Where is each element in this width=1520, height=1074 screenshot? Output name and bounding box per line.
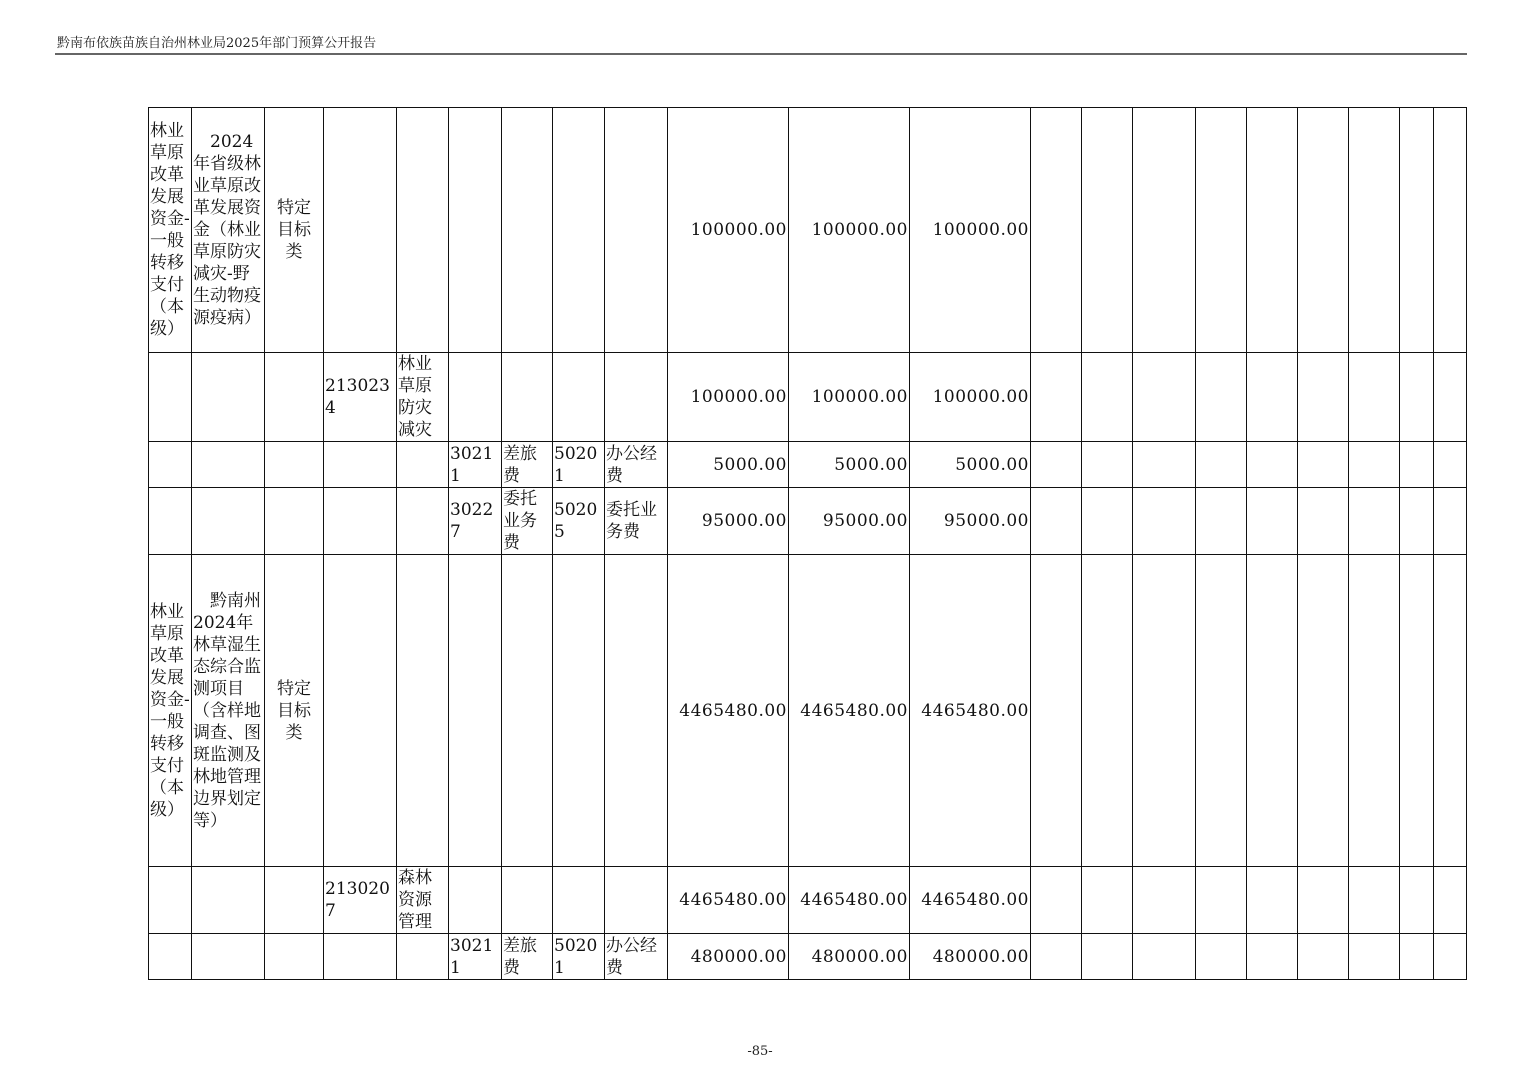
project-type-cell — [265, 353, 324, 442]
project-category-cell — [149, 353, 192, 442]
gov-econ-code-cell: 50201 — [553, 934, 605, 980]
func-code-cell — [324, 108, 397, 353]
empty-cell — [1082, 488, 1133, 555]
project-type-cell — [265, 934, 324, 980]
empty-cell — [1298, 934, 1349, 980]
project-category-cell — [149, 442, 192, 488]
empty-cell — [1082, 108, 1133, 353]
empty-cell — [1247, 442, 1298, 488]
empty-cell — [1196, 488, 1247, 555]
amount-cell: 4465480.00 — [668, 867, 789, 934]
econ-name-cell: 差旅费 — [502, 442, 553, 488]
empty-cell — [1434, 555, 1467, 867]
empty-cell — [1349, 867, 1400, 934]
empty-cell — [1349, 934, 1400, 980]
empty-cell — [1434, 108, 1467, 353]
project-name-cell — [192, 934, 265, 980]
amount-cell: 4465480.00 — [668, 555, 789, 867]
empty-cell — [1133, 353, 1196, 442]
amount-cell: 100000.00 — [910, 353, 1031, 442]
empty-cell — [1434, 867, 1467, 934]
gov-econ-code-cell — [553, 108, 605, 353]
func-name-cell — [397, 442, 449, 488]
amount-cell: 4465480.00 — [910, 555, 1031, 867]
empty-cell — [1082, 353, 1133, 442]
amount-cell: 100000.00 — [789, 353, 910, 442]
econ-code-cell — [449, 108, 502, 353]
amount-cell: 4465480.00 — [910, 867, 1031, 934]
amount-cell: 5000.00 — [910, 442, 1031, 488]
table-row — [149, 488, 1467, 555]
econ-name-cell: 差旅费 — [502, 934, 553, 980]
econ-code-cell — [449, 555, 502, 867]
gov-econ-code-cell: 50201 — [553, 442, 605, 488]
amount-cell: 95000.00 — [789, 488, 910, 555]
func-name-cell — [397, 488, 449, 555]
empty-cell — [1247, 867, 1298, 934]
func-name-cell: 森林资源管理 — [397, 867, 449, 934]
empty-cell — [1247, 555, 1298, 867]
econ-code-cell — [449, 353, 502, 442]
econ-name-cell: 委托业务费 — [502, 488, 553, 555]
project-type-cell — [265, 488, 324, 555]
empty-cell — [1247, 353, 1298, 442]
empty-cell — [1031, 934, 1082, 980]
table-row — [149, 353, 1467, 442]
gov-econ-code-cell — [553, 867, 605, 934]
econ-code-cell: 30227 — [449, 488, 502, 555]
project-category-cell: 林业草原改革发展资金-一般转移支付（本级） — [149, 555, 192, 867]
empty-cell — [1082, 934, 1133, 980]
empty-cell — [1082, 442, 1133, 488]
empty-cell — [1400, 488, 1434, 555]
project-name-cell: 黔南州2024年林草湿生态综合监测项目（含样地调查、图斑监测及林地管理边界划定等） — [192, 555, 265, 867]
gov-econ-name-cell: 委托业务费 — [605, 488, 668, 555]
amount-cell: 480000.00 — [668, 934, 789, 980]
gov-econ-code-cell: 50205 — [553, 488, 605, 555]
empty-cell — [1031, 555, 1082, 867]
empty-cell — [1082, 555, 1133, 867]
empty-cell — [1400, 108, 1434, 353]
table-row — [149, 867, 1467, 934]
gov-econ-name-cell — [605, 353, 668, 442]
project-category-cell — [149, 867, 192, 934]
amount-cell: 95000.00 — [910, 488, 1031, 555]
empty-cell — [1031, 867, 1082, 934]
econ-name-cell — [502, 555, 553, 867]
empty-cell — [1298, 867, 1349, 934]
empty-cell — [1133, 442, 1196, 488]
gov-econ-code-cell — [553, 353, 605, 442]
empty-cell — [1031, 442, 1082, 488]
empty-cell — [1349, 442, 1400, 488]
amount-cell: 100000.00 — [668, 353, 789, 442]
project-type-cell: 特定目标类 — [265, 108, 324, 353]
empty-cell — [1196, 867, 1247, 934]
project-category-cell: 林业草原改革发展资金-一般转移支付（本级） — [149, 108, 192, 353]
empty-cell — [1298, 353, 1349, 442]
func-code-cell — [324, 555, 397, 867]
gov-econ-name-cell — [605, 867, 668, 934]
func-code-cell — [324, 442, 397, 488]
empty-cell — [1196, 353, 1247, 442]
project-name-cell: 2024年省级林业草原改革发展资金（林业草原防灾减灾-野生动物疫源疫病） — [192, 108, 265, 353]
table-row — [149, 934, 1467, 980]
empty-cell — [1196, 108, 1247, 353]
amount-cell: 4465480.00 — [789, 555, 910, 867]
empty-cell — [1400, 442, 1434, 488]
econ-code-cell — [449, 867, 502, 934]
empty-cell — [1247, 934, 1298, 980]
empty-cell — [1031, 353, 1082, 442]
func-code-cell — [324, 488, 397, 555]
report-header-title: 黔南布依族苗族自治州林业局2025年部门预算公开报告 — [57, 36, 377, 51]
amount-cell: 95000.00 — [668, 488, 789, 555]
amount-cell: 4465480.00 — [789, 867, 910, 934]
func-code-cell — [324, 934, 397, 980]
table-row — [149, 555, 1467, 867]
empty-cell — [1196, 934, 1247, 980]
project-name-cell — [192, 353, 265, 442]
empty-cell — [1434, 442, 1467, 488]
amount-cell: 5000.00 — [789, 442, 910, 488]
project-type-cell: 特定目标类 — [265, 555, 324, 867]
project-category-cell — [149, 934, 192, 980]
empty-cell — [1082, 867, 1133, 934]
empty-cell — [1434, 488, 1467, 555]
amount-cell: 100000.00 — [668, 108, 789, 353]
empty-cell — [1196, 442, 1247, 488]
amount-cell: 480000.00 — [789, 934, 910, 980]
project-name-cell — [192, 867, 265, 934]
empty-cell — [1133, 555, 1196, 867]
econ-name-cell — [502, 108, 553, 353]
econ-code-cell: 30211 — [449, 442, 502, 488]
empty-cell — [1434, 934, 1467, 980]
empty-cell — [1133, 867, 1196, 934]
func-code-cell: 2130207 — [324, 867, 397, 934]
empty-cell — [1298, 108, 1349, 353]
gov-econ-name-cell: 办公经费 — [605, 442, 668, 488]
empty-cell — [1400, 934, 1434, 980]
empty-cell — [1298, 442, 1349, 488]
func-name-cell — [397, 555, 449, 867]
func-code-cell: 2130234 — [324, 353, 397, 442]
empty-cell — [1031, 108, 1082, 353]
empty-cell — [1349, 488, 1400, 555]
empty-cell — [1247, 108, 1298, 353]
project-name-cell — [192, 442, 265, 488]
gov-econ-name-cell — [605, 108, 668, 353]
page-number: -85- — [747, 1044, 773, 1059]
empty-cell — [1349, 108, 1400, 353]
empty-cell — [1400, 353, 1434, 442]
table-row — [149, 442, 1467, 488]
empty-cell — [1298, 555, 1349, 867]
empty-cell — [1349, 353, 1400, 442]
gov-econ-name-cell — [605, 555, 668, 867]
empty-cell — [1400, 555, 1434, 867]
empty-cell — [1298, 488, 1349, 555]
amount-cell: 480000.00 — [910, 934, 1031, 980]
empty-cell — [1133, 488, 1196, 555]
econ-name-cell — [502, 353, 553, 442]
project-category-cell — [149, 488, 192, 555]
table-row — [149, 108, 1467, 353]
func-name-cell: 林业草原防灾减灾 — [397, 353, 449, 442]
empty-cell — [1247, 488, 1298, 555]
func-name-cell — [397, 108, 449, 353]
amount-cell: 5000.00 — [668, 442, 789, 488]
project-type-cell — [265, 442, 324, 488]
amount-cell: 100000.00 — [910, 108, 1031, 353]
empty-cell — [1434, 353, 1467, 442]
empty-cell — [1031, 488, 1082, 555]
empty-cell — [1196, 555, 1247, 867]
econ-code-cell: 30211 — [449, 934, 502, 980]
gov-econ-code-cell — [553, 555, 605, 867]
header-divider — [55, 53, 1467, 55]
amount-cell: 100000.00 — [789, 108, 910, 353]
empty-cell — [1133, 934, 1196, 980]
empty-cell — [1349, 555, 1400, 867]
econ-name-cell — [502, 867, 553, 934]
project-name-cell — [192, 488, 265, 555]
budget-table — [148, 107, 1467, 980]
func-name-cell — [397, 934, 449, 980]
empty-cell — [1133, 108, 1196, 353]
project-type-cell — [265, 867, 324, 934]
gov-econ-name-cell: 办公经费 — [605, 934, 668, 980]
empty-cell — [1400, 867, 1434, 934]
